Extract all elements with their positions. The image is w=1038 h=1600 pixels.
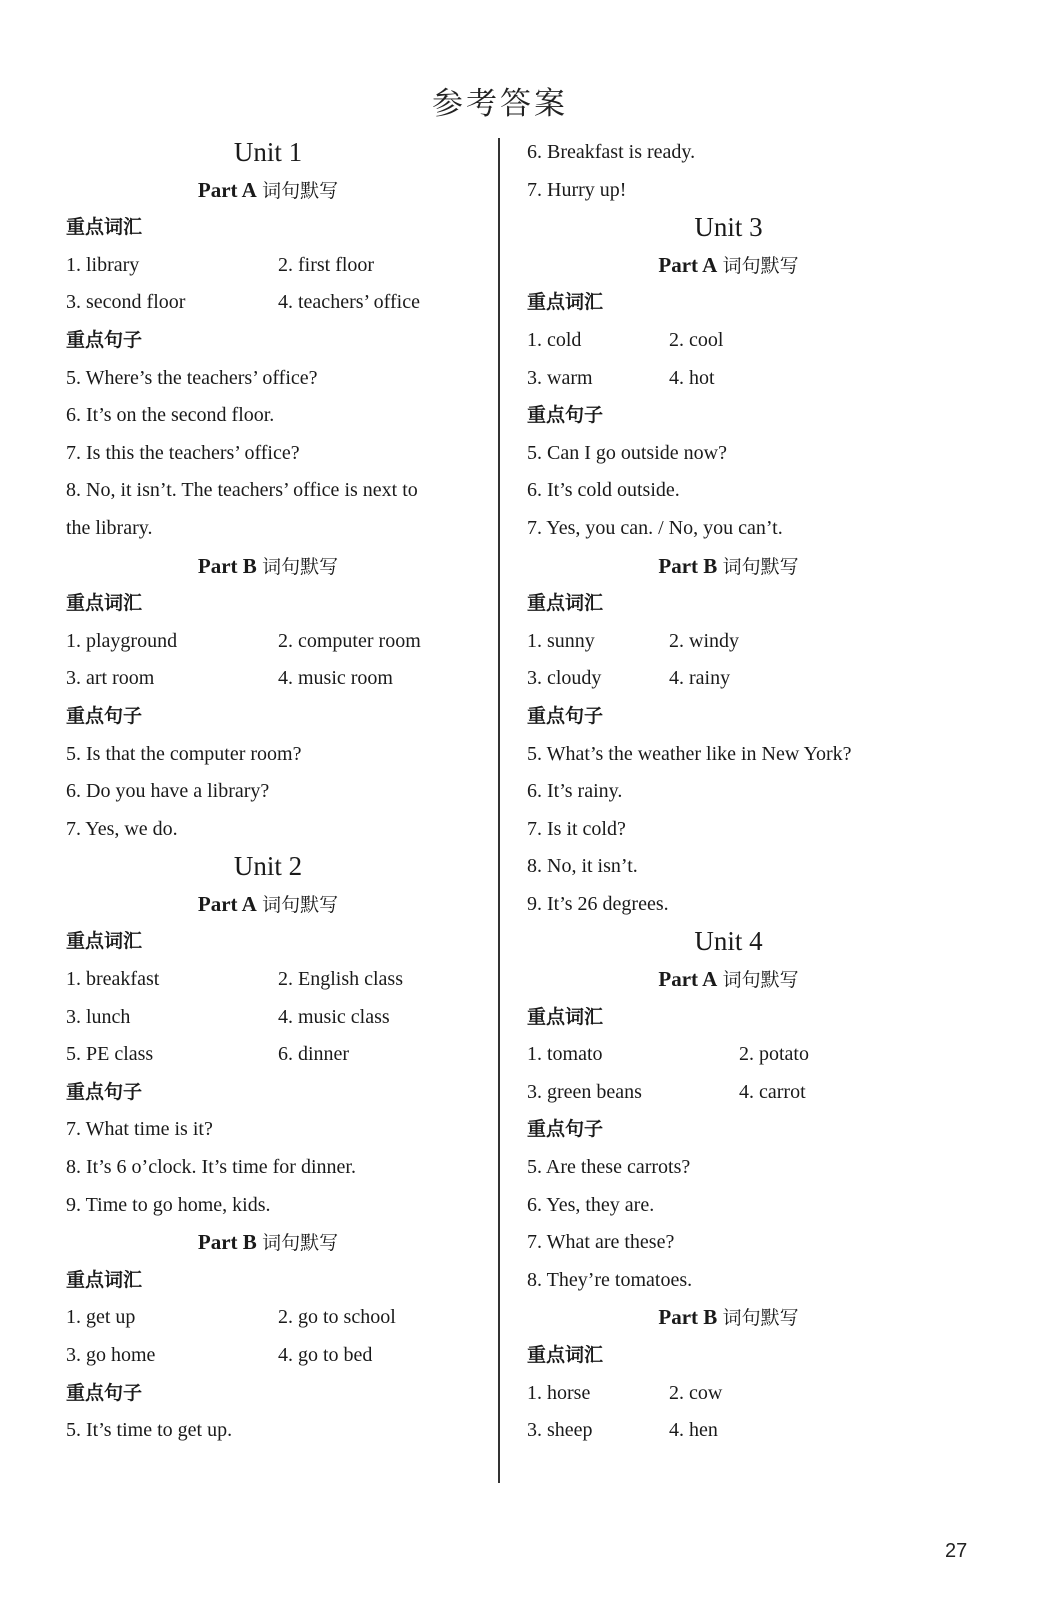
sentence-line: 7. What are these? — [527, 1231, 675, 1254]
vocab-row: 3. lunch 4. music class — [66, 1005, 390, 1028]
unit-1-part-a: Part A 词句默写 — [197, 177, 339, 202]
sentence-heading: 重点句子 — [66, 1381, 143, 1404]
unit-3-part-a: Part A 词句默写 — [658, 252, 799, 277]
sentence-line: 7. Is this the teachers’ office? — [66, 441, 300, 464]
unit-2-title: Unit 2 — [233, 851, 303, 882]
right-column — [527, 134, 947, 1450]
sentence-heading: 重点句子 — [66, 704, 143, 727]
vocab-heading: 重点词汇 — [66, 930, 143, 953]
sentence-line: 6. Breakfast is ready. — [527, 141, 696, 163]
sentence-line: 5. Are these carrots? — [527, 1156, 691, 1179]
column-divider — [498, 138, 500, 1483]
sentence-line: 8. They’re tomatoes. — [527, 1268, 693, 1291]
sentence-line: 8. No, it isn’t. — [527, 855, 638, 878]
sentence-heading: 重点句子 — [527, 1118, 604, 1141]
vocab-row: 3. second floor 4. teachers’ office — [66, 291, 420, 314]
unit-1-part-b: Part B 词句默写 — [197, 553, 339, 578]
sentence-line: 7. Is it cold? — [527, 817, 626, 840]
sentence-line: 5. Can I go outside now? — [527, 441, 727, 464]
vocab-row: 5. PE class 6. dinner — [66, 1043, 350, 1066]
vocab-row: 1. playground 2. computer room — [66, 629, 421, 652]
sentence-line: 8. No, it isn’t. The teachers’ office is next to — [66, 479, 418, 502]
sentence-line: 9. Time to go home, kids. — [66, 1193, 271, 1216]
vocab-row: 3. go home 4. go to bed — [66, 1344, 373, 1366]
vocab-row: 1. breakfast 2. English class — [66, 968, 403, 991]
vocab-row: 1. get up 2. go to school — [66, 1306, 396, 1329]
unit-4-part-a: Part A 词句默写 — [658, 967, 799, 992]
sentence-line: 9. It’s 26 degrees. — [527, 892, 669, 915]
sentence-line: 5. Is that the computer room? — [66, 742, 302, 765]
sentence-line: 6. It’s on the second floor. — [66, 404, 275, 427]
vocab-row: 3. green beans 4. carrot — [527, 1080, 806, 1103]
sentence-line: 5. What’s the weather like in New York? — [527, 742, 852, 765]
vocab-row: 1. sunny 2. windy — [527, 629, 739, 652]
vocab-heading: 重点词汇 — [66, 216, 143, 239]
unit-2-part-b: Part B 词句默写 — [197, 1230, 339, 1255]
unit-2-part-a: Part A 词句默写 — [197, 891, 339, 916]
sentence-line: 7. What time is it? — [66, 1118, 213, 1141]
vocab-row: 1. tomato 2. potato — [527, 1043, 809, 1066]
sentence-line: 5. It’s time to get up. — [66, 1419, 233, 1442]
vocab-row: 3. warm 4. hot — [527, 366, 715, 389]
vocab-heading: 重点词汇 — [527, 1005, 604, 1028]
sentence-line: 5. Where’s the teachers’ office? — [66, 366, 318, 389]
sentence-heading: 重点句子 — [66, 1080, 143, 1103]
sentence-heading: 重点句子 — [66, 328, 143, 351]
unit-4-title: Unit 4 — [694, 926, 763, 957]
vocab-row: 1. library 2. first floor — [66, 253, 375, 276]
sentence-line: 8. It’s 6 o’clock. It’s time for dinner. — [66, 1156, 356, 1179]
sentence-line: 7. Hurry up! — [527, 178, 627, 201]
sentence-line: 6. It’s rainy. — [527, 780, 623, 803]
sentence-line: 6. Do you have a library? — [66, 780, 270, 803]
vocab-row: 1. cold 2. cool — [527, 328, 724, 351]
unit-3-part-b: Part B 词句默写 — [658, 553, 799, 578]
vocab-heading: 重点词汇 — [527, 291, 604, 314]
sentence-line: 6. Yes, they are. — [527, 1193, 655, 1216]
vocab-heading: 重点词汇 — [66, 592, 143, 615]
vocab-heading: 重点词汇 — [527, 1344, 604, 1366]
sentence-line: the library. — [66, 516, 153, 539]
unit-4-part-b: Part B 词句默写 — [658, 1305, 799, 1330]
sentence-heading: 重点句子 — [527, 704, 604, 727]
sentence-line: 7. Yes, we do. — [66, 817, 178, 840]
page-number: 27 — [945, 1540, 968, 1562]
unit-1-title: Unit 1 — [233, 137, 303, 167]
unit-3-title: Unit 3 — [694, 212, 763, 243]
page-title: 参考答案 — [432, 86, 568, 122]
vocab-heading: 重点词汇 — [66, 1268, 143, 1291]
sentence-line: 7. Yes, you can. / No, you can’t. — [527, 516, 783, 539]
vocab-row: 3. art room 4. music room — [66, 667, 393, 690]
vocab-row: 3. cloudy 4. rainy — [527, 667, 731, 690]
sentence-heading: 重点句子 — [527, 404, 604, 427]
vocab-row: 3. sheep 4. hen — [527, 1419, 718, 1442]
left-column — [66, 134, 476, 1450]
vocab-row: 1. horse 2. cow — [527, 1381, 723, 1404]
vocab-heading: 重点词汇 — [527, 592, 604, 615]
sentence-line: 6. It’s cold outside. — [527, 479, 680, 502]
